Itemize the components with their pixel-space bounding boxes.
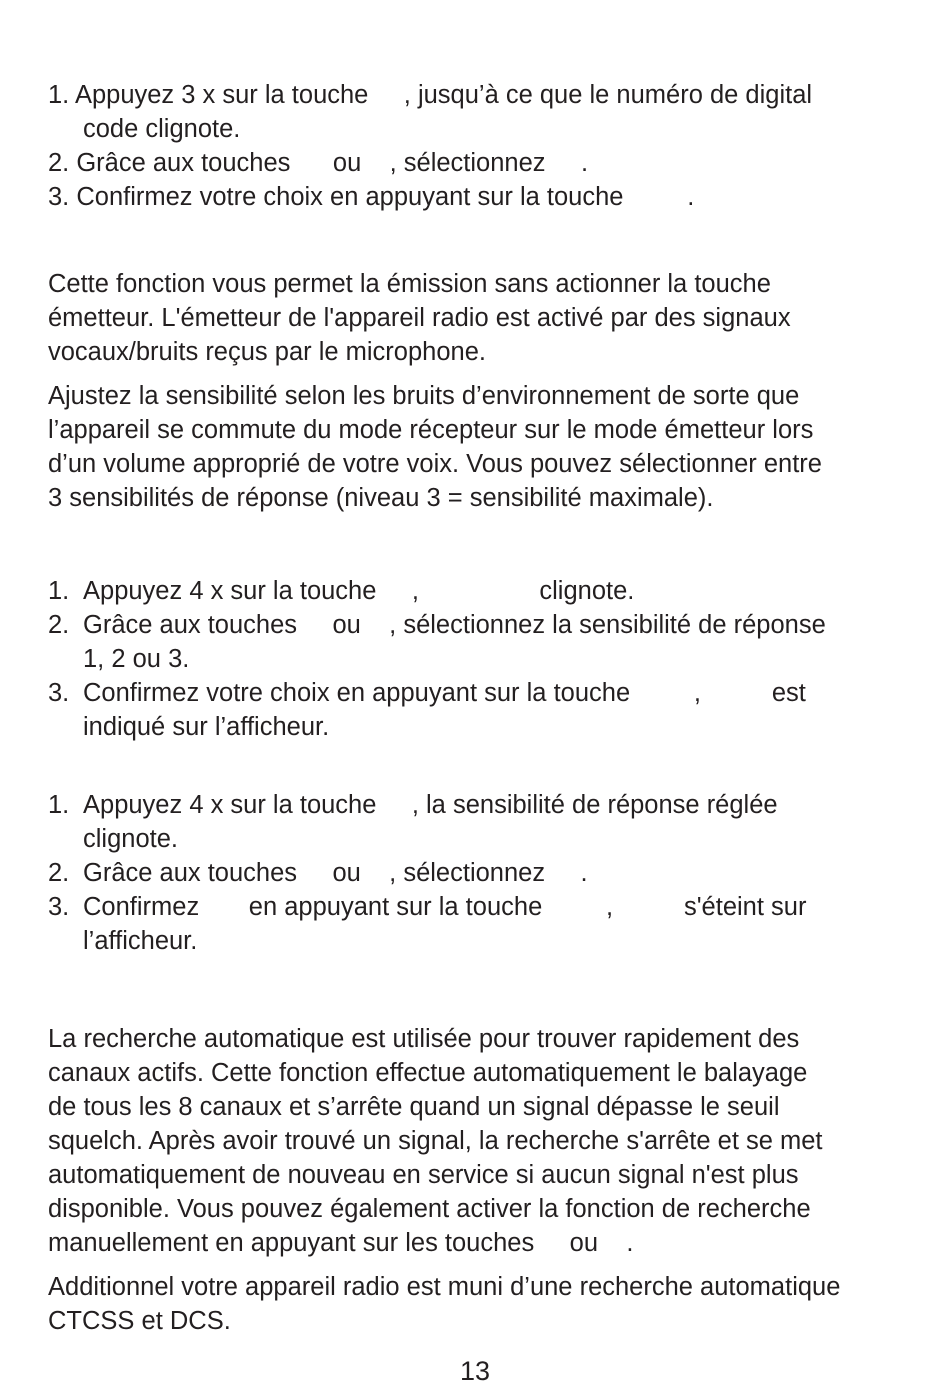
page-number: 13 [459, 1356, 491, 1386]
vox-on-step-text: Confirmez votre choix en appuyant sur la touche , est [83, 679, 806, 707]
vox-intro-line: vocaux/bruits reçus par le microphone. [48, 338, 486, 366]
digital-code-step-1: 1. Appuyez 3 x sur la touche , jusqu’à ce que le numéro de digital [48, 81, 813, 109]
digital-code-step-3: 3. Confirmez votre choix en appuyant sur la touche . [48, 183, 695, 211]
vox-off-step-number: 2. [48, 859, 70, 887]
digital-code-step-1-cont: code clignote. [83, 115, 241, 143]
scan-intro-line: automatiquement de nouveau en service si aucun signal n'est plus [48, 1161, 799, 1189]
vox-on-step-number: 1. [48, 577, 70, 605]
vox-off-step-number: 3. [48, 893, 70, 921]
vox-off-step-number: 1. [48, 791, 70, 819]
vox-on-step-text: indiqué sur l’afficheur. [83, 713, 330, 741]
vox-off-step-text: clignote. [83, 825, 178, 853]
vox-on-step-text: 1, 2 ou 3. [83, 645, 190, 673]
digital-code-step-2: 2. Grâce aux touches ou , sélectionnez . [48, 149, 589, 177]
scan-intro-line: canaux actifs. Cette fonction effectue automatiquement le balayage [48, 1059, 808, 1087]
vox-intro-line: émetteur. L'émetteur de l'appareil radio est activé par des signaux [48, 304, 791, 332]
vox-on-step-number: 3. [48, 679, 70, 707]
scan-intro-line: La recherche automatique est utilisée pour trouver rapidement des [48, 1025, 800, 1053]
vox-off-step-text: Appuyez 4 x sur la touche , la sensibilité de réponse réglée [83, 791, 778, 819]
vox-off-step-text: Grâce aux touches ou , sélectionnez . [83, 859, 588, 887]
vox-sensitivity-line: d’un volume approprié de votre voix. Vous pouvez sélectionner entre [48, 450, 822, 478]
vox-on-step-text: Grâce aux touches ou , sélectionnez la sensibilité de réponse [83, 611, 826, 639]
vox-sensitivity-line: l’appareil se commute du mode récepteur sur le mode émetteur lors [48, 416, 814, 444]
scan-intro-line: de tous les 8 canaux et s’arrête quand un signal dépasse le seuil [48, 1093, 780, 1121]
scan-ctcss-line: Additionnel votre appareil radio est muni d’une recherche automatique [48, 1273, 841, 1301]
scan-intro-line: disponible. Vous pouvez également activer la fonction de recherche [48, 1195, 811, 1223]
vox-on-step-number: 2. [48, 611, 70, 639]
vox-off-step-text: Confirmez en appuyant sur la touche , s'éteint sur [83, 893, 807, 921]
scan-intro-line: manuellement en appuyant sur les touches ou . [48, 1229, 634, 1257]
vox-intro-line: Cette fonction vous permet la émission sans actionner la touche [48, 270, 771, 298]
vox-sensitivity-line: 3 sensibilités de réponse (niveau 3 = sensibilité maximale). [48, 484, 714, 512]
scan-ctcss-line: CTCSS et DCS. [48, 1307, 231, 1335]
vox-sensitivity-line: Ajustez la sensibilité selon les bruits d’environnement de sorte que [48, 382, 800, 410]
vox-off-step-text: l’afficheur. [83, 927, 198, 955]
scan-intro-line: squelch. Après avoir trouvé un signal, la recherche s'arrête et se met [48, 1127, 823, 1155]
vox-on-step-text: Appuyez 4 x sur la touche , clignote. [83, 577, 635, 605]
